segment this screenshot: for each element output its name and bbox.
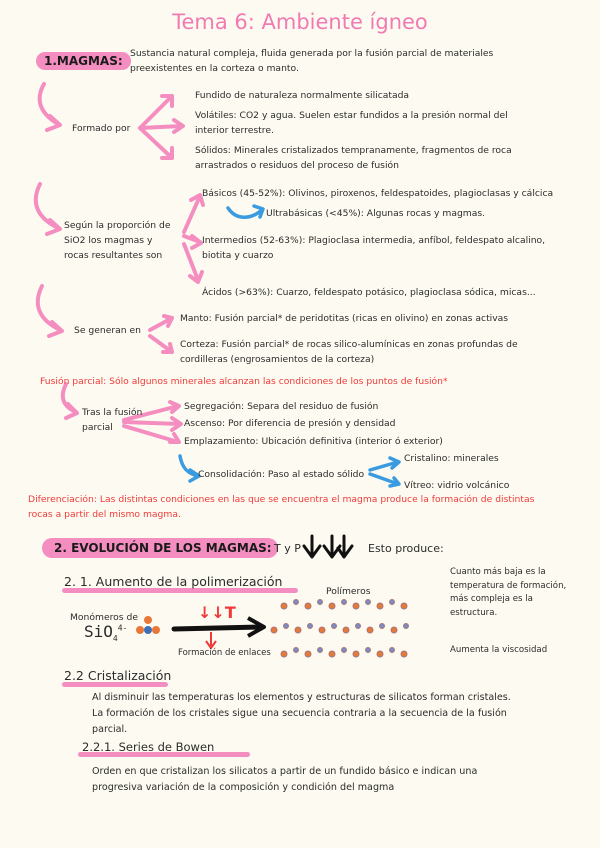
heading-2-2: 2.2 Cristalización <box>64 668 172 683</box>
acidos-text: Ácidos (>63%): Cuarzo, feldespato potásico, plagioclasa sódica, micas... <box>202 287 536 298</box>
monomer-molecule-icon <box>136 616 160 634</box>
polymer-chains-icon <box>271 600 409 658</box>
branch-arrow-1 <box>140 96 172 128</box>
tras-fusion-label: Tras la fusión parcial <box>82 407 143 433</box>
polymer-note: Cuanto más baja es la temperatura de formación, más compleja es la estructura. <box>450 567 567 618</box>
monomeros-label: Monómeros de <box>70 612 138 623</box>
formado-list: Fundido de naturaleza normalmente silicatada Volátiles: CO2 y agua. Suelen estar fundidos a la presión normal del interior terrestre. Sólidos: Minerales cristalizados tempranamente, fragmentos de roca arrastrados o residuos del proceso de fusión <box>195 90 512 171</box>
cristalino-text: Cristalino: minerales <box>404 453 499 464</box>
bowen-paragraph: Orden en que cristalizan los silicatos a partir de un fundido básico e indican una progresiva variación de la composición y condición del magma <box>92 766 478 793</box>
tp-text: T y P <box>274 542 301 555</box>
blue-arrow-1 <box>228 208 262 217</box>
vitreo-text: Vítreo: vidrio volcánico <box>404 480 510 491</box>
down-arrows-icon <box>304 536 352 557</box>
diferenciacion-note: Diferenciación: Las distintas condiciones en las que se encuentra el magma produce la formación de distintas rocas a partir del mismo magma. <box>28 494 535 520</box>
polimeros-label: Polímeros <box>326 586 371 597</box>
emplazamiento-text: Emplazamiento: Ubicación definitiva (interior ó exterior) <box>184 436 443 447</box>
pink-curve-arrow-1 <box>40 84 58 124</box>
ascenso-text: Ascenso: Por diferencia de presión y densidad <box>184 418 396 429</box>
polymerization-arrow <box>174 618 264 648</box>
temp-decrease-label: ↓↓T <box>198 603 236 622</box>
magma-definition: Sustancia natural compleja, fluida generada por la fusión parcial de materiales preexistentes en la corteza o manto. <box>130 48 494 74</box>
consolidacion-text: Consolidación: Paso al estado sólido <box>198 469 365 480</box>
cristalizacion-paragraph: Al disminuir las temperaturas los elementos y estructuras de silicatos forman cristales. La formación de los cristales sigue una secuencia contraria a la secuencia de la fusión parcial. <box>92 692 511 735</box>
fusion-parcial-note: Fusión parcial: Sólo algunos minerales alcanzan las condiciones de los puntos de fusión* <box>40 376 448 387</box>
section-2-label: 2. EVOLUCIÓN DE LOS MAGMAS: <box>42 538 278 558</box>
formacion-enlaces-label: Formación de enlaces <box>178 648 271 658</box>
pink-curve-arrow-2 <box>36 184 58 228</box>
ultrabasicas-text: Ultrabásicas (<45%): Algunas rocas y magmas. <box>266 208 486 219</box>
basicos-text: Básicos (45-52%): Olivinos, piroxenos, feldespatoides, plagioclasas y cálcica <box>202 188 554 199</box>
segregacion-text: Segregación: Separa del residuo de fusión <box>184 401 379 412</box>
corteza-text: Corteza: Fusión parcial* de rocas silico-alumínicas en zonas profundas de cordilleras (engrosamientos de la corteza) <box>180 339 518 365</box>
generan-label: Se generan en <box>74 325 141 336</box>
manto-text: Manto: Fusión parcial* de peridotitas (ricas en olivino) en zonas activas <box>180 313 509 324</box>
viscosidad-text: Aumenta la viscosidad <box>450 645 548 655</box>
formado-label: Formado por <box>72 123 131 134</box>
sio4-formula: SiO$_4^{4-}$ <box>84 622 128 644</box>
heading-2-1: 2. 1. Aumento de la polimerización <box>64 574 283 589</box>
heading-2-2-1: 2.2.1. Series de Bowen <box>82 740 215 754</box>
intermedios-text: Intermedios (52-63%): Plagioclasa intermedia, anfíbol, feldespato alcalino, biotita y cuarzo <box>202 235 546 261</box>
produce-text: Esto produce: <box>368 542 444 555</box>
proporcion-label: Según la proporción de SiO2 los magmas y rocas resultantes son <box>64 220 171 261</box>
section-1-label: 1.MAGMAS: <box>36 52 131 70</box>
page-title: Tema 6: Ambiente ígneo <box>172 10 428 34</box>
pink-curve-arrow-3 <box>38 286 60 330</box>
